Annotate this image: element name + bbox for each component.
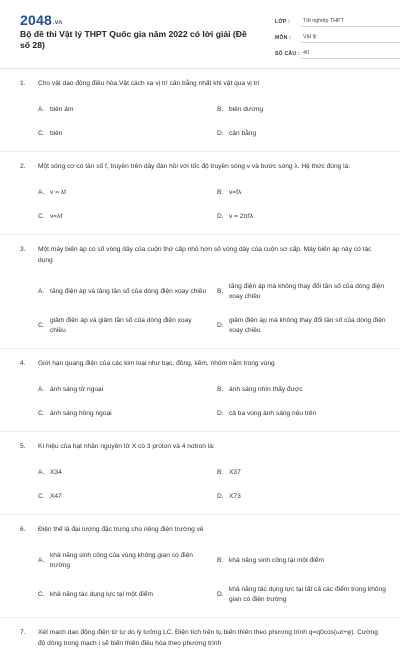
question-text: Xét mạch dao động điện từ tự do lý tưởng LC. Điện tích trên tụ biến thiên theo phương trình q=q0cos(ωt+φ). Cường độ dòng trong mạch i sẽ biến thiên điều hòa theo phương trình <box>38 629 378 647</box>
question-divider <box>0 348 400 349</box>
option-letter: A. <box>38 469 45 476</box>
question-1 <box>20 78 386 146</box>
option-text: khả năng tác dụng lực tại tất cả các điểm trong không gian có điện trường <box>229 586 386 603</box>
option-text: X34 <box>50 469 62 476</box>
option-letter: D. <box>217 322 224 329</box>
option-letter: B. <box>217 288 224 295</box>
header-divider <box>0 68 400 69</box>
question-3 <box>20 244 386 343</box>
question-text: Cho vật dao động điều hòa.Vật cách xa vị trí cân bằng nhất khi vật qua vị trí <box>38 80 260 87</box>
question-stem <box>20 244 386 266</box>
option-b[interactable] <box>217 544 386 578</box>
question-divider <box>0 151 400 152</box>
option-a[interactable] <box>38 461 207 485</box>
option-letter: A. <box>38 386 45 393</box>
option-letter: A. <box>38 106 45 113</box>
option-letter: D. <box>217 591 224 598</box>
option-letter: B. <box>217 469 224 476</box>
meta-label: LỚP : <box>275 19 291 25</box>
document-title: Bộ đề thi Vật lý THPT Quốc gia năm 2022 có lời giải (Đề số 28) <box>20 29 247 50</box>
option-c[interactable] <box>38 122 207 146</box>
question-stem <box>20 627 386 649</box>
option-letter: B. <box>217 386 224 393</box>
option-letter: A. <box>38 557 45 564</box>
option-b[interactable] <box>217 98 386 122</box>
option-text: ánh sáng nhìn thấy được <box>229 386 303 393</box>
option-text: giảm điện áp và giảm tần số của dòng điện xoay chiều <box>50 317 192 334</box>
logo-suffix: .vn <box>52 20 63 26</box>
option-text: giảm điện áp mà không thay đổi tần số của dòng điện xoay chiều <box>229 317 386 334</box>
question-text: Một sóng cơ có tần số f, truyền trên dây đàn hồi với tốc độ truyền sóng v và bước sóng λ. Hệ thức đúng là: <box>38 163 351 170</box>
meta-value: Tốt nghiệp THPT <box>301 18 400 27</box>
option-text: ánh sáng tử ngoại <box>50 386 104 393</box>
option-grid <box>38 275 386 343</box>
question-number: 2. <box>20 163 26 170</box>
option-text: v=λf <box>50 213 63 220</box>
option-text: tăng điện áp và tăng tần số của dòng điện xoay chiều <box>50 288 207 295</box>
option-c[interactable] <box>38 309 207 343</box>
question-number: 1. <box>20 80 26 87</box>
question-text: Một máy biến áp có số vòng dây của cuộn thứ cấp nhỏ hơn số vòng dây của cuộn sơ cấp. Máy biến áp này có tác dụng <box>38 246 372 264</box>
option-a[interactable] <box>38 275 207 309</box>
option-grid <box>38 461 386 509</box>
option-d[interactable] <box>217 402 386 426</box>
question-text: Giới hạn quang điện của các kim loại như bạc, đồng, kẽm, nhôm nằm trong vùng <box>38 360 275 367</box>
meta-row-class <box>275 14 400 30</box>
question-7 <box>20 627 386 649</box>
option-d[interactable] <box>217 205 386 229</box>
question-list <box>20 78 386 649</box>
option-letter: A. <box>38 288 45 295</box>
meta-row-subject <box>275 30 400 46</box>
meta-value: Vật lý <box>301 34 400 43</box>
option-grid <box>38 181 386 229</box>
option-letter: D. <box>217 213 224 220</box>
question-stem <box>20 78 386 89</box>
option-letter: C. <box>38 213 45 220</box>
meta-label: SỐ CÂU : <box>275 51 300 57</box>
meta-value: 40 <box>301 50 400 59</box>
option-letter: B. <box>217 189 224 196</box>
option-a[interactable] <box>38 98 207 122</box>
option-b[interactable] <box>217 181 386 205</box>
option-b[interactable] <box>217 461 386 485</box>
question-number: 5. <box>20 443 26 450</box>
question-divider <box>0 617 400 618</box>
question-number: 7. <box>20 629 26 636</box>
question-text: Điện thế là đại lượng đặc trưng cho riêng điện trường về <box>38 526 204 533</box>
option-text: khả năng tác dụng lực tại một điểm <box>50 591 154 598</box>
option-c[interactable] <box>38 402 207 426</box>
option-text: X73 <box>229 493 241 500</box>
option-letter: D. <box>217 410 224 417</box>
option-text: khả năng sinh công tại một điểm <box>229 557 324 564</box>
option-letter: B. <box>217 557 224 564</box>
option-c[interactable] <box>38 485 207 509</box>
option-letter: C. <box>38 591 45 598</box>
option-c[interactable] <box>38 578 207 612</box>
option-text: biên dương <box>229 106 264 113</box>
option-letter: D. <box>217 493 224 500</box>
option-text: cân bằng <box>229 130 257 137</box>
option-a[interactable] <box>38 378 207 402</box>
option-letter: A. <box>38 189 45 196</box>
question-4 <box>20 358 386 426</box>
site-logo[interactable] <box>20 12 62 28</box>
question-number: 4. <box>20 360 26 367</box>
option-text: v = 2πfλ <box>229 213 254 220</box>
option-text: v=fλ <box>229 189 242 196</box>
question-number: 6. <box>20 526 26 533</box>
question-divider <box>0 514 400 515</box>
option-text: khả năng sinh công của vùng không gian có điện trường <box>50 552 193 569</box>
question-stem <box>20 441 386 452</box>
option-b[interactable] <box>217 378 386 402</box>
option-grid <box>38 544 386 612</box>
option-text: biên âm <box>50 106 74 113</box>
option-letter: C. <box>38 322 45 329</box>
option-letter: C. <box>38 410 45 417</box>
option-b[interactable] <box>217 275 386 309</box>
question-2 <box>20 161 386 229</box>
option-letter: D. <box>217 130 224 137</box>
option-text: ánh sáng hồng ngoại <box>50 410 112 417</box>
question-5 <box>20 441 386 509</box>
option-c[interactable] <box>38 205 207 229</box>
meta-row-count <box>275 46 400 62</box>
option-text: tăng điện áp mà không thay đổi tần số của dòng điện xoay chiều <box>229 283 385 300</box>
question-number: 3. <box>20 246 26 253</box>
question-6 <box>20 524 386 612</box>
option-d[interactable] <box>217 122 386 146</box>
option-a[interactable] <box>38 181 207 205</box>
option-text: X37 <box>229 469 241 476</box>
document-header <box>20 0 386 64</box>
meta-info <box>275 14 400 62</box>
option-d[interactable] <box>217 578 386 612</box>
option-text: cả ba vùng ánh sáng nêu trên <box>229 410 317 417</box>
question-text: Kí hiệu của hạt nhân nguyên tử X có 3 proton và 4 notron là: <box>38 443 215 450</box>
logo-main: 2048 <box>20 12 52 28</box>
meta-label: MÔN : <box>275 35 292 41</box>
option-d[interactable] <box>217 309 386 343</box>
option-grid <box>38 98 386 146</box>
question-stem <box>20 161 386 172</box>
question-divider <box>0 234 400 235</box>
option-d[interactable] <box>217 485 386 509</box>
option-text: X47 <box>50 493 62 500</box>
option-a[interactable] <box>38 544 207 578</box>
question-stem <box>20 524 386 535</box>
option-text: v = λf <box>50 189 66 196</box>
option-text: biên <box>50 130 63 137</box>
question-stem <box>20 358 386 369</box>
option-letter: B. <box>217 106 224 113</box>
option-letter: C. <box>38 493 45 500</box>
option-grid <box>38 378 386 426</box>
option-letter: C. <box>38 130 45 137</box>
question-divider <box>0 431 400 432</box>
